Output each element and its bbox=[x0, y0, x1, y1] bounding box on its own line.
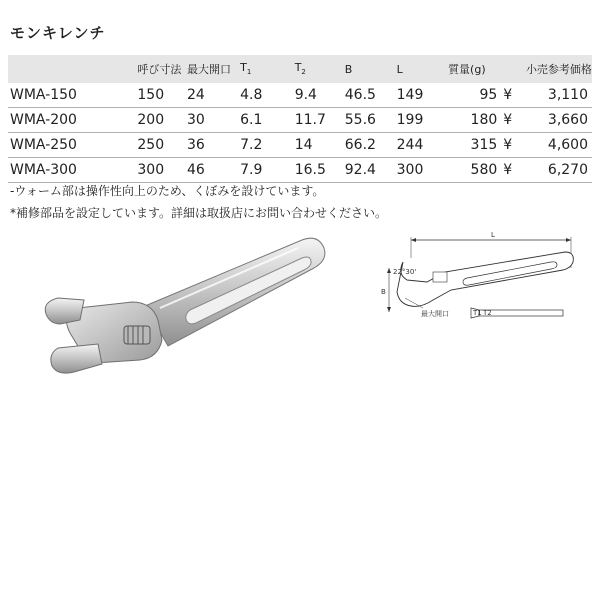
cell-t2: 14 bbox=[293, 133, 343, 158]
cell-nominal-size: 150 bbox=[135, 83, 185, 108]
cell-l: 199 bbox=[395, 108, 446, 133]
cell-mass: 95 bbox=[446, 83, 501, 108]
cell-nominal-size: 250 bbox=[135, 133, 185, 158]
cell-price: 3,110 bbox=[524, 83, 592, 108]
cell-t1: 4.8 bbox=[238, 83, 293, 108]
cell-l: 300 bbox=[395, 158, 446, 183]
table-row bbox=[8, 83, 592, 108]
cell-yen: ¥ bbox=[501, 158, 524, 183]
wrench-photo bbox=[40, 228, 340, 398]
page-title: モンキレンチ bbox=[10, 24, 106, 42]
header-price: 小売参考価格 bbox=[524, 55, 592, 83]
cell-nominal-size: 300 bbox=[135, 158, 185, 183]
dimension-diagram bbox=[375, 228, 580, 333]
cell-model: WMA-150 bbox=[8, 83, 135, 108]
table-row bbox=[8, 133, 592, 158]
cell-price: 4,600 bbox=[524, 133, 592, 158]
header-mass: 質量(g) bbox=[446, 55, 501, 83]
label-max-opening: 最大開口 bbox=[421, 310, 449, 318]
cell-max-opening: 46 bbox=[185, 158, 238, 183]
worm-gear-icon bbox=[124, 326, 150, 344]
cell-b: 46.5 bbox=[343, 83, 395, 108]
header-t1: $T_1$ bbox=[238, 55, 293, 83]
cell-l: 244 bbox=[395, 133, 446, 158]
label-t2: T2 bbox=[483, 309, 492, 317]
table-row bbox=[8, 108, 592, 133]
header-nominal-size: 呼び寸法 bbox=[135, 55, 185, 83]
header-t2: $T_2$ bbox=[293, 55, 343, 83]
cell-model: WMA-300 bbox=[8, 158, 135, 183]
header-model bbox=[8, 55, 135, 83]
header-b: B bbox=[343, 55, 395, 83]
cell-price: 6,270 bbox=[524, 158, 592, 183]
label-t1: T1 bbox=[473, 309, 482, 317]
label-b: B bbox=[381, 288, 386, 296]
cell-model: WMA-250 bbox=[8, 133, 135, 158]
cell-max-opening: 36 bbox=[185, 133, 238, 158]
cell-model: WMA-200 bbox=[8, 108, 135, 133]
cell-l: 149 bbox=[395, 83, 446, 108]
header-l: L bbox=[395, 55, 446, 83]
cell-b: 66.2 bbox=[343, 133, 395, 158]
spec-table bbox=[8, 55, 592, 183]
cell-b: 92.4 bbox=[343, 158, 395, 183]
cell-b: 55.6 bbox=[343, 108, 395, 133]
cell-mass: 180 bbox=[446, 108, 501, 133]
cell-max-opening: 24 bbox=[185, 83, 238, 108]
cell-nominal-size: 200 bbox=[135, 108, 185, 133]
note-repair-parts: *補修部品を設定しています。詳細は取扱店にお問い合わせください。 bbox=[10, 206, 388, 220]
table-header-row bbox=[8, 55, 592, 83]
cell-price: 3,660 bbox=[524, 108, 592, 133]
cell-t2: 11.7 bbox=[293, 108, 343, 133]
cell-t1: 6.1 bbox=[238, 108, 293, 133]
cell-max-opening: 30 bbox=[185, 108, 238, 133]
cell-t1: 7.9 bbox=[238, 158, 293, 183]
cell-yen: ¥ bbox=[501, 108, 524, 133]
table-row bbox=[8, 158, 592, 183]
label-l: L bbox=[491, 231, 495, 239]
label-angle: 22°30' bbox=[393, 268, 417, 276]
cell-yen: ¥ bbox=[501, 83, 524, 108]
header-max-opening: 最大開口 bbox=[185, 55, 238, 83]
cell-yen: ¥ bbox=[501, 133, 524, 158]
header-yen-blank bbox=[501, 55, 524, 83]
cell-t2: 16.5 bbox=[293, 158, 343, 183]
cell-mass: 580 bbox=[446, 158, 501, 183]
note-worm: -ウォーム部は操作性向上のため、くぼみを設けています。 bbox=[10, 184, 325, 198]
cell-t1: 7.2 bbox=[238, 133, 293, 158]
cell-t2: 9.4 bbox=[293, 83, 343, 108]
cell-mass: 315 bbox=[446, 133, 501, 158]
